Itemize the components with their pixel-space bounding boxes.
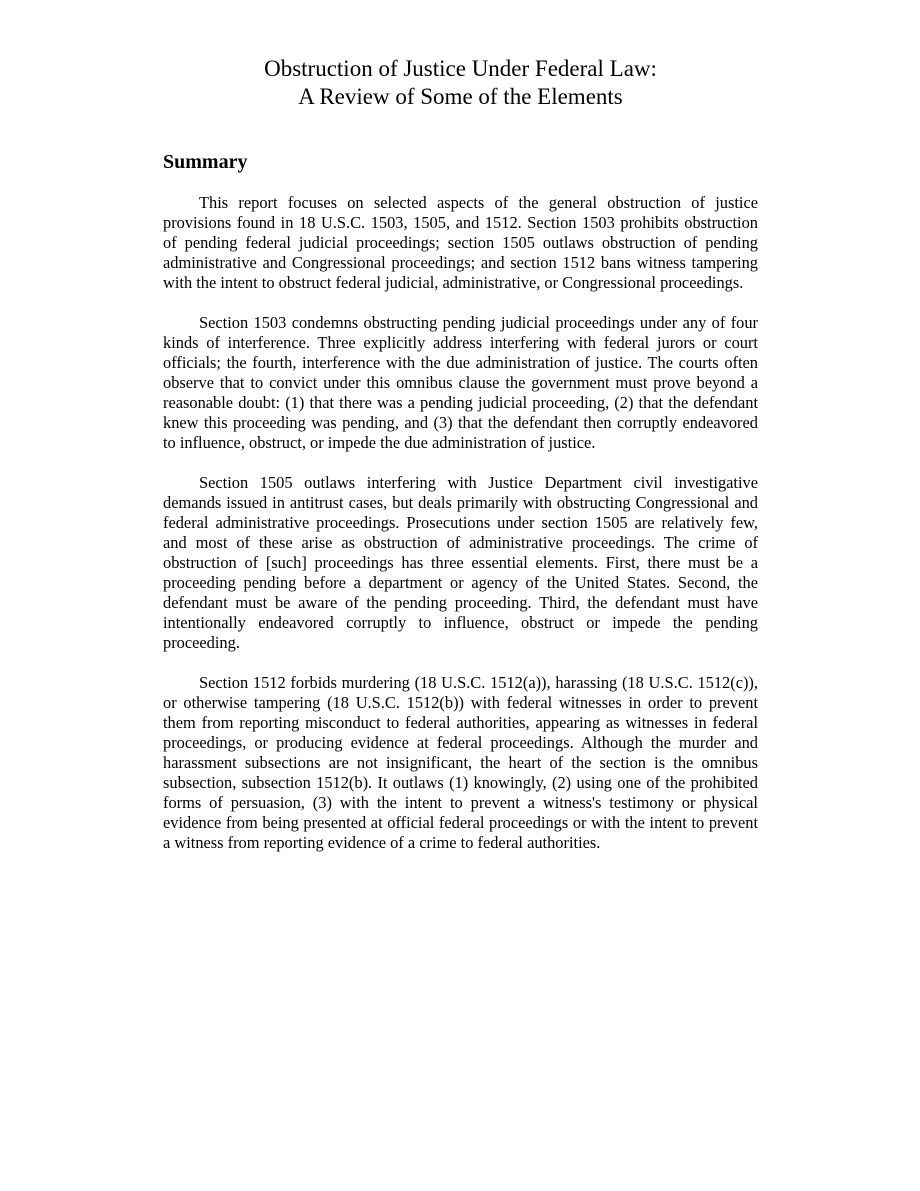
summary-paragraph-1: This report focuses on selected aspects of the general obstruction of justice provisions found in 18 U.S.C. 1503, 1505, and 1512. Section 1503 prohibits obstruction of pending federal judicial proceedings; section 1505 outlaws obstruction of pending administrative and Congressional proceedings; and section 1512 bans witness tampering with the intent to obstruct federal judicial, administrative, or Congressional proceedings.	[163, 193, 758, 292]
document-page	[163, 55, 758, 853]
title-line-2: A Review of Some of the Elements	[298, 84, 623, 109]
summary-paragraph-3: Section 1505 outlaws interfering with Justice Department civil investigative demands issued in antitrust cases, but deals primarily with obstructing Congressional and federal administrative proceedings. Prosecutions under section 1505 are relatively few, and most of these arise as obstruction of administrative proceedings. The crime of obstruction of [such] proceedings has three essential elements. First, there must be a proceeding pending before a department or agency of the United States. Second, the defendant must be aware of the pending proceeding. Third, the defendant must have intentionally endeavored corruptly to influence, obstruct or impede the pending proceeding.	[163, 473, 758, 652]
document-title	[163, 55, 758, 111]
title-line-1: Obstruction of Justice Under Federal Law:	[264, 56, 657, 81]
section-heading-summary: Summary	[163, 151, 248, 173]
summary-paragraph-4: Section 1512 forbids murdering (18 U.S.C. 1512(a)), harassing (18 U.S.C. 1512(c)), or otherwise tampering (18 U.S.C. 1512(b)) with federal witnesses in order to prevent them from reporting misconduct to federal authorities, appearing as witnesses in federal proceedings, or producing evidence at federal proceedings. Although the murder and harassment subsections are not insignificant, the heart of the section is the omnibus subsection, subsection 1512(b). It outlaws (1) knowingly, (2) using one of the prohibited forms of persuasion, (3) with the intent to prevent a witness's testimony or physical evidence from being presented at official federal proceedings or with the intent to prevent a witness from reporting evidence of a crime to federal authorities.	[163, 673, 758, 852]
summary-paragraph-2: Section 1503 condemns obstructing pending judicial proceedings under any of four kinds of interference. Three explicitly address interfering with federal jurors or court officials; the fourth, interference with the due administration of justice. The courts often observe that to convict under this omnibus clause the government must prove beyond a reasonable doubt: (1) that there was a pending judicial proceeding, (2) that the defendant knew this proceeding was pending, and (3) that the defendant then corruptly endeavored to influence, obstruct, or impede the due administration of justice.	[163, 313, 758, 452]
